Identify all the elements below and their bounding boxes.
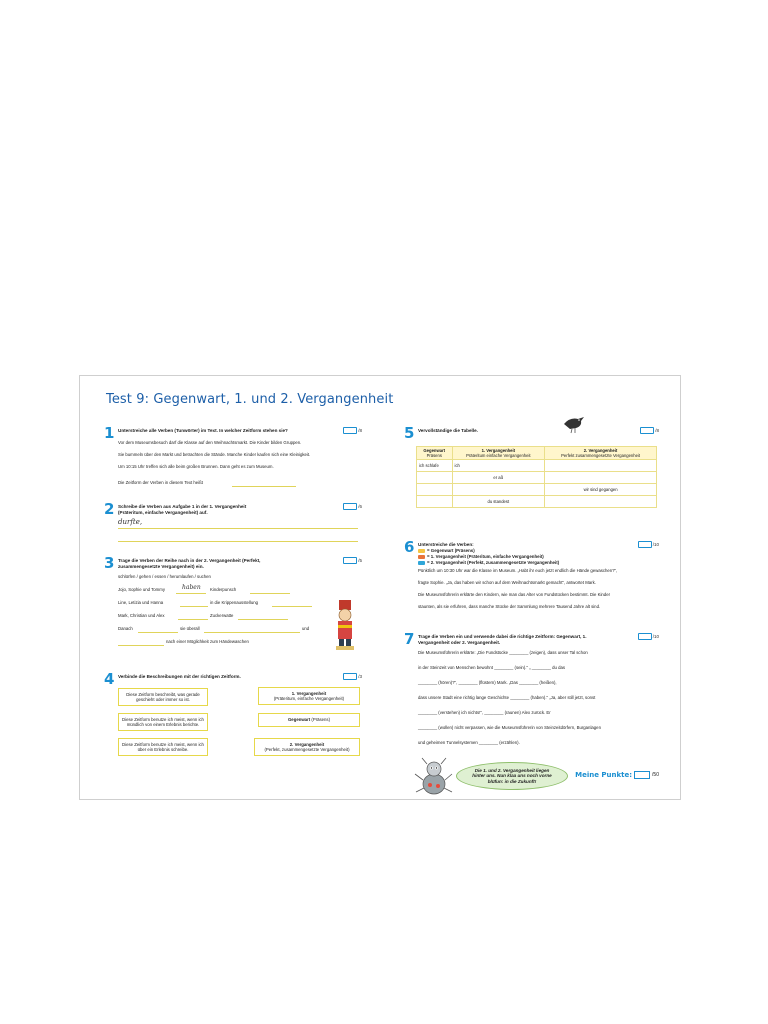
points-box[interactable] — [638, 541, 652, 548]
task-number: 5 — [404, 424, 415, 442]
gap-text-line[interactable]: dass unsere Stadt eine richtig lange Geschichte ________ (haben)." „Ja, aber still jetzt, sonst — [418, 695, 596, 700]
task-prompt: Vervollständige die Tabelle. — [418, 428, 478, 433]
answer-line[interactable] — [118, 541, 358, 542]
gap-text-line[interactable]: ________ (wollen) nicht verpassen, wie die Museumsführerin von Steinzeitdörfern, Burganlagen — [418, 725, 601, 730]
gap-text-line[interactable]: Die Museumsführerin erklärte: „Die Fundstücke ________ (zeigen), dass unser Tal schon — [418, 650, 588, 655]
text-line: fragte Sophie. „Ja, das haben wir schon auf dem Weihnachtsmarkt gemacht", antwortet Mark. — [418, 580, 596, 585]
sentence-rest: sie überall — [180, 626, 200, 631]
table-cell[interactable]: ich — [452, 460, 545, 472]
table-cell[interactable]: ich schlafe — [417, 460, 453, 472]
table-row — [417, 472, 657, 484]
description-card[interactable]: Diese Zeitform benutze ich meist, wenn ich über ein Erlebnis schreibe. — [118, 738, 208, 756]
text-line: Sie bummeln über den Markt und betrachten die Stände. Manche Kinder kaufen sich eine Kleinigkeit. — [118, 452, 311, 457]
table-cell[interactable] — [417, 472, 453, 484]
column-header: Gegenwart Präsens — [417, 447, 453, 460]
legend-item: = 2. Vergangenheit (Perfekt, zusammengesetzte Vergangenheit) — [418, 560, 559, 566]
task-number: 6 — [404, 538, 415, 556]
task-prompt: Trage die Verben ein und verwende dabei die richtige Zeitform: Gegenwart, 1. Vergangenheit oder 2. Vergangenheit. — [418, 634, 587, 645]
legend-item: = Gegenwart (Präsens) — [418, 548, 559, 554]
table-row — [417, 460, 657, 472]
table-cell[interactable] — [417, 484, 453, 496]
table-cell[interactable]: er aß — [452, 472, 545, 484]
page-title: Test 9: Gegenwart, 1. und 2. Vergangenheit — [106, 392, 394, 407]
score-total: /50 — [652, 772, 659, 778]
column-header: 2. Vergangenheit Perfekt zusammengesetzte Vergangenheit — [545, 447, 657, 460]
description-card[interactable]: Diese Zeitform beschreibt, was gerade geschieht oder immer so ist. — [118, 688, 208, 706]
task-number: 4 — [104, 670, 115, 688]
points-box[interactable] — [343, 557, 357, 564]
handwritten-answer: durfte, — [118, 518, 143, 526]
table-cell[interactable] — [545, 472, 657, 484]
tense-card[interactable]: Gegenwart (Präsens) — [258, 713, 360, 727]
legend-item: = 1. Vergangenheit (Präteritum, einfache Vergangenheit) — [418, 554, 559, 560]
points-field[interactable]: /3 — [343, 673, 362, 680]
gap-text-line[interactable]: ________ (hören)?", ________ (flüstern) Mark. „Das ________ (heißen), — [418, 680, 557, 685]
color-legend — [418, 548, 559, 566]
sentence-rest: und — [302, 626, 310, 631]
points-box[interactable] — [343, 673, 357, 680]
tense-card[interactable]: 2. Vergangenheit (Perfekt, zusammengesetzte Vergangenheit) — [254, 738, 360, 756]
gap-text-line[interactable]: ________ (verstehen) ich nichts!", ________ (raunen) Alex zurück. Er — [418, 710, 551, 715]
points-field[interactable]: /10 — [638, 541, 659, 548]
task-prompt: Verbinde die Beschreibungen mit der richtigen Zeitform. — [118, 674, 241, 679]
column-header: 1. Vergangenheit Präteritum einfache Vergangenheit — [452, 447, 545, 460]
points-box[interactable] — [343, 427, 357, 434]
table-row — [417, 496, 657, 508]
task-number: 1 — [104, 424, 115, 442]
handwritten-answer: haben — [182, 584, 201, 591]
answer-line[interactable] — [238, 619, 288, 620]
crow-illustration — [560, 414, 586, 434]
answer-line[interactable] — [118, 528, 358, 529]
answer-lead: Die Zeitform der Verben in diesem Text heißt — [118, 480, 203, 485]
tense-table — [416, 446, 657, 508]
answer-line[interactable] — [272, 606, 312, 607]
description-card[interactable]: Diese Zeitform benutze ich meist, wenn ich mündlich von einem Erlebnis berichte. — [118, 713, 208, 731]
sentence-subject: Mark, Christian und Alex — [118, 613, 165, 618]
sentence-subject: Line, Letizia und Hanna — [118, 600, 164, 605]
sentence-rest: nach einer Möglichkeit zum Händewaschen — [166, 639, 249, 644]
verb-list: schlürfen / gehen / essen / herumlaufen / suchen — [118, 574, 211, 579]
yellow-pencil-icon — [418, 549, 425, 553]
task-prompt: Unterstreiche die Verben: — [418, 542, 474, 547]
answer-line[interactable] — [138, 632, 178, 633]
task-number: 2 — [104, 500, 115, 518]
answer-line[interactable] — [232, 486, 296, 487]
task-prompt: Schreibe die Verben aus Aufgabe 1 in der 1. Vergangenheit (Präteritum, einfache Vergangenheit) auf. — [118, 504, 247, 515]
points-field[interactable]: /8 — [343, 427, 362, 434]
answer-line[interactable] — [250, 593, 290, 594]
task-prompt: Unterstreiche alle Verben (Tunwörter) im Text. In welcher Zeitform stehen sie? — [118, 428, 288, 433]
sentence-subject: Danach — [118, 626, 133, 631]
answer-line[interactable] — [180, 606, 208, 607]
points-field[interactable]: /8 — [640, 427, 659, 434]
table-cell[interactable] — [417, 496, 453, 508]
gap-text-line[interactable]: und geheimen Tunnelsystemen ________ (erzählen). — [418, 740, 520, 745]
points-field[interactable]: /5 — [343, 557, 362, 564]
speech-bubble: Die 1. und 2. Vergangenheit liegen hinter uns. Nun klaa uns noch vorne blüfun: in die Zukunft! — [456, 762, 568, 790]
points-field[interactable]: /10 — [638, 633, 659, 640]
tense-card[interactable]: 1. Vergangenheit (Präteritum, einfache Vergangenheit) — [258, 687, 360, 705]
task-number: 7 — [404, 630, 415, 648]
gap-text-line[interactable]: in der Steinzeit von Menschen bewohnt ________ (sein)." „ ________ du das — [418, 665, 566, 670]
score-label: Meine Punkte: — [575, 771, 633, 779]
text-line: Vor dem Museumsbesuch darf die Klasse auf den Weihnachtsmarkt. Die Kinder bilden Gruppen. — [118, 440, 302, 445]
score-box[interactable] — [634, 771, 650, 779]
table-cell[interactable]: du standest — [452, 496, 545, 508]
sentence-rest: Zuckerwatte — [210, 613, 234, 618]
table-cell[interactable] — [452, 484, 545, 496]
orange-pencil-icon — [418, 555, 425, 559]
points-box[interactable] — [640, 427, 654, 434]
sentence-rest: in die Krippenausstellung — [210, 600, 259, 605]
points-field[interactable]: /6 — [343, 503, 362, 510]
table-cell[interactable]: wir sind gegangen — [545, 484, 657, 496]
text-line: Die Museumsführerin erklärte den Kindern, wie man das Alter von Fundstücken bestimmt. Die Kinder — [418, 592, 611, 597]
blue-pencil-icon — [418, 561, 425, 565]
text-line: Um 10:15 Uhr treffen sich alle beim großen Brunnen. Dann geht es zum Museum. — [118, 464, 274, 469]
points-box[interactable] — [638, 633, 652, 640]
task-prompt: Trage die Verben der Reihe nach in der 2. Vergangenheit (Perfekt, zusammengesetzte Vergangenheit) ein. — [118, 558, 261, 569]
answer-line[interactable] — [176, 593, 206, 594]
answer-line[interactable] — [178, 619, 208, 620]
worksheet-spread — [79, 375, 681, 800]
answer-line[interactable] — [204, 632, 300, 633]
nutcracker-illustration — [332, 600, 358, 650]
sentence-subject: Jojo, Sophie und Tommy — [118, 587, 165, 592]
answer-line[interactable] — [118, 645, 164, 646]
task-number: 3 — [104, 554, 115, 572]
text-line: staunten, als sie erfuhren, dass manche Stücke der Sammlung mehrere Tausend Jahre alt sind. — [418, 604, 601, 609]
bug-mascot-illustration — [412, 756, 454, 796]
table-cell[interactable] — [545, 460, 657, 472]
score-field[interactable] — [575, 771, 659, 779]
points-box[interactable] — [343, 503, 357, 510]
sentence-rest: Kinderpunsch — [210, 587, 237, 592]
table-cell[interactable] — [545, 496, 657, 508]
text-line: Pünktlich um 10:30 Uhr war die Klasse im Museum. „Habt ihr euch jetzt endlich die Hände gewaschen?", — [418, 568, 618, 573]
table-row — [417, 484, 657, 496]
